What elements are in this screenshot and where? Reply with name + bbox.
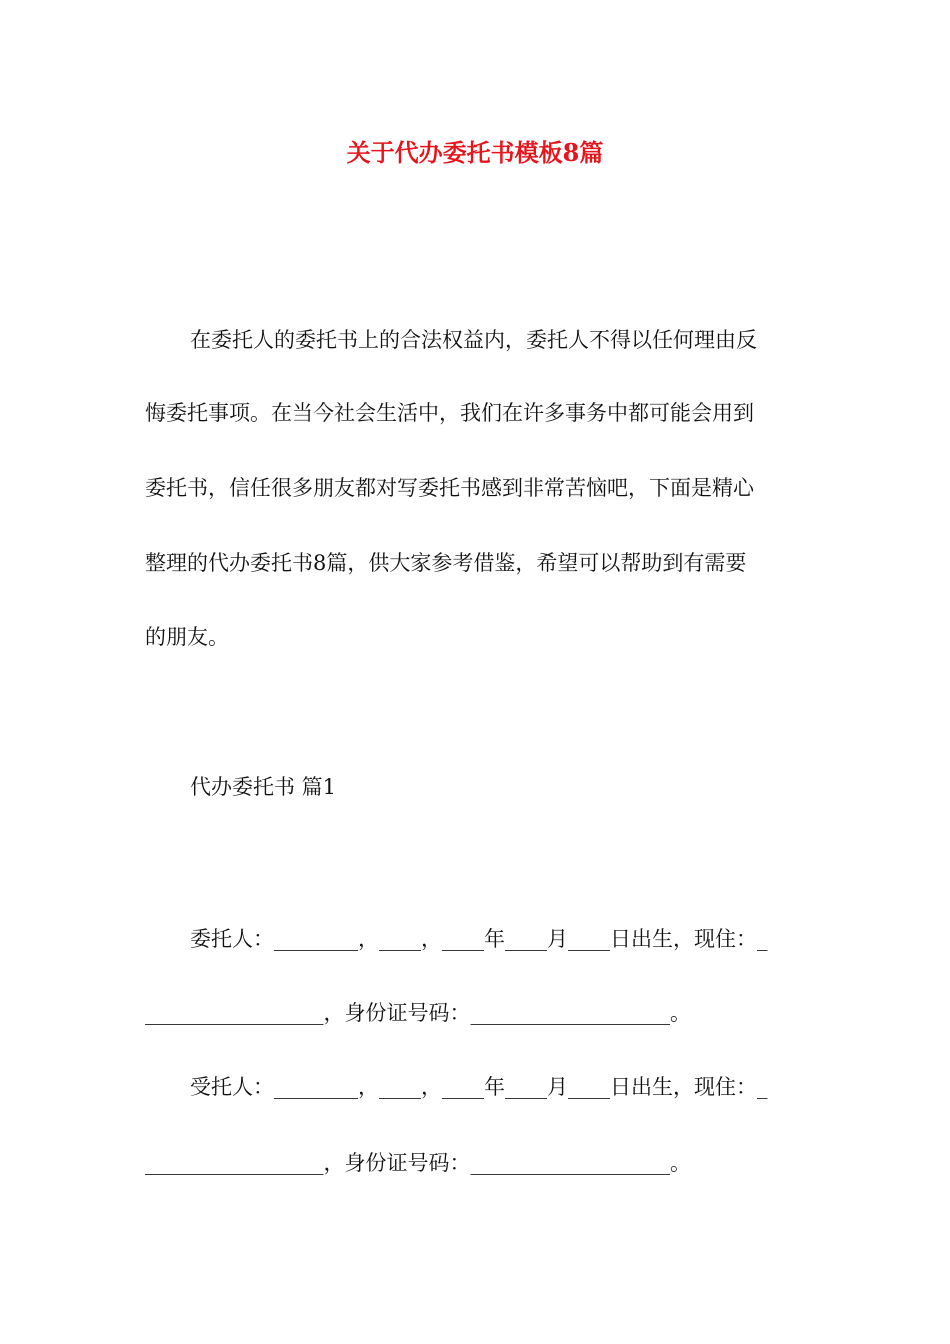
principal-line-1: 委托人：________，____，____年____月____日出生，现住：_ bbox=[190, 927, 768, 951]
section-heading: 代办委托书 篇1 bbox=[190, 775, 337, 799]
principal-line-2: _________________，身份证号码：___________________。 bbox=[145, 1001, 691, 1025]
agent-line-1: 受托人：________，____，____年____月____日出生，现住：_ bbox=[190, 1075, 768, 1099]
document-title: 关于代办委托书模板8篇 bbox=[346, 138, 604, 167]
intro-line-5: 的朋友。 bbox=[145, 625, 229, 649]
intro-line-3: 委托书，信任很多朋友都对写委托书感到非常苦恼吧，下面是精心 bbox=[145, 476, 754, 500]
intro-line-4: 整理的代办委托书8篇，供大家参考借鉴，希望可以帮助到有需要 bbox=[145, 551, 747, 575]
intro-line-2: 悔委托事项。在当今社会生活中，我们在许多事务中都可能会用到 bbox=[145, 401, 754, 425]
intro-line-1: 在委托人的委托书上的合法权益内，委托人不得以任何理由反 bbox=[190, 328, 757, 352]
agent-line-2: _________________，身份证号码：___________________。 bbox=[145, 1151, 691, 1175]
